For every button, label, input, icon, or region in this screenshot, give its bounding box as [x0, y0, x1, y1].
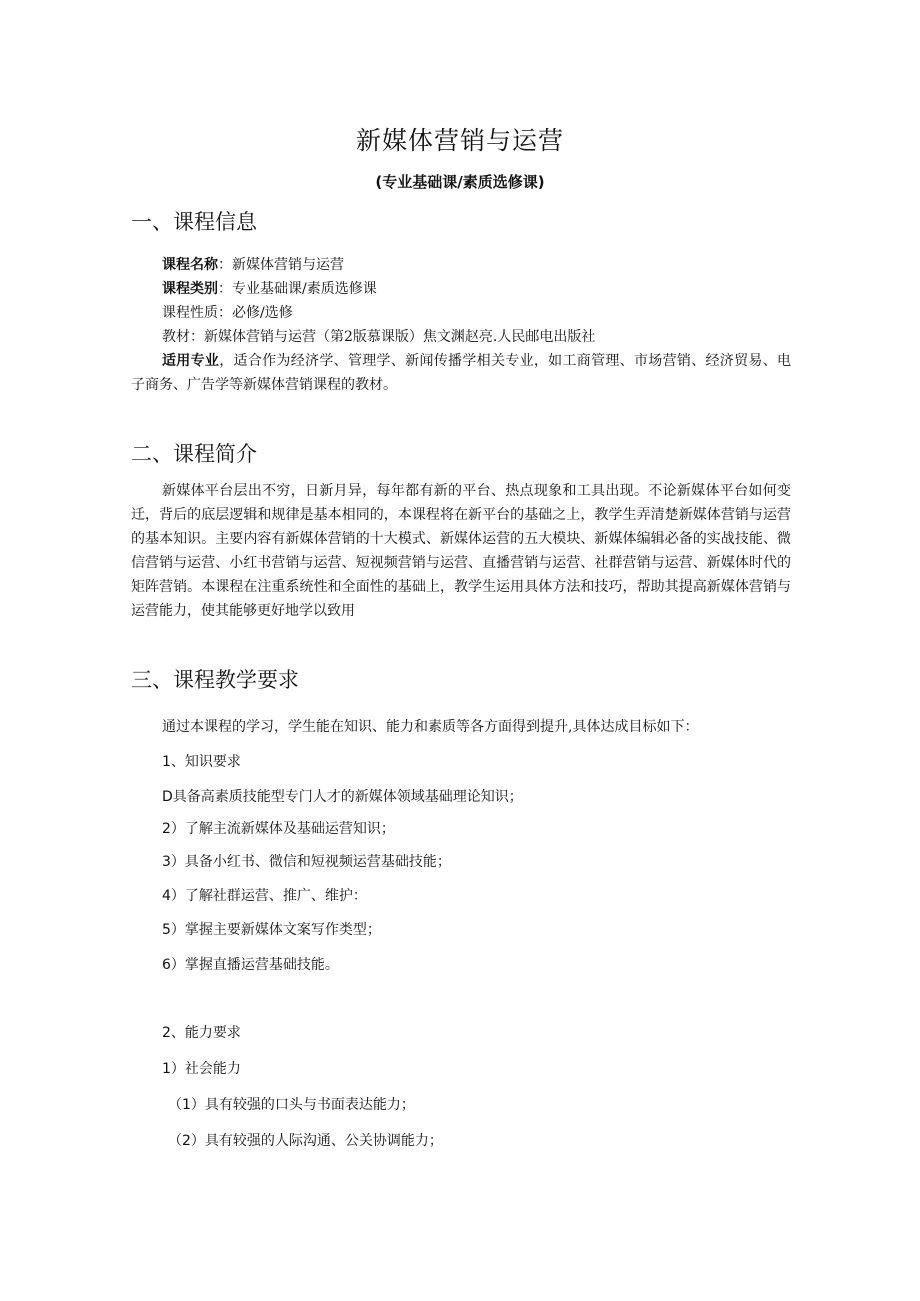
course-name-label: 课程名称 — [162, 257, 218, 273]
requirements-intro: 通过本课程的学习，学生能在知识、能力和素质等各方面得到提升,具体达成目标如下： — [162, 719, 699, 735]
document-title: 新媒体营销与运营 — [355, 126, 564, 155]
course-name-line — [162, 254, 344, 274]
course-nature-line: 课程性质：必修/选修 — [162, 305, 293, 321]
knowledge-item-6: 6）掌握直播运营基础技能。 — [162, 957, 339, 973]
course-intro-paragraph: 新媒体平台层出不穷，日新月异，每年都有新的平台、热点现象和工具出现。不论新媒体平台如何变迁，背后的底层逻辑和规律是基本相同的，本课程将在新平台的基础之上，教学生弄清楚新媒体营销与运营的基本知识。主要内容有新媒体营销的十大模式、新媒体运营的五大模块、新媒体编辑必备的实战技能、微信营销与运营、小红书营销与运营、短视频营销与运营、直播营销与运营、社群营销与运营、新媒体时代的矩阵营销。本课程在注重系统性和全面性的基础上，教学生运用具体方法和技巧，帮助其提高新媒体营销与运营能力，使其能够更好地学以致用 — [131, 483, 791, 619]
textbook-line: 教材：新媒体营销与运营（第2版慕课版）焦文渊赵亮.人民邮电出版社 — [162, 329, 596, 345]
ability-item-1: （1）具有较强的口头与书面表达能力； — [168, 1097, 415, 1113]
course-category-value: ：专业基础课/素质选修课 — [218, 281, 377, 297]
section-heading-course-info: 一、课程信息 — [131, 210, 257, 234]
knowledge-item-3: 3）具备小红书、微信和短视频运营基础技能； — [162, 854, 451, 870]
section-heading-teaching-requirements: 三、课程教学要求 — [131, 668, 299, 692]
ability-item-2: （2）具有较强的人际沟通、公关协调能力； — [168, 1133, 443, 1149]
social-ability-heading: 1）社会能力 — [162, 1061, 241, 1077]
course-category-label: 课程类别 — [162, 281, 218, 297]
knowledge-requirements-heading: 1、知识要求 — [162, 754, 241, 770]
knowledge-item-5: 5）掌握主要新媒体文案写作类型； — [162, 922, 381, 938]
knowledge-item-4: 4）了解社群运营、推广、维护： — [162, 888, 367, 904]
document-subtitle: (专业基础课/素质选修课) — [375, 173, 545, 191]
ability-requirements-heading: 2、能力要求 — [162, 1025, 241, 1041]
knowledge-item-1: D具备高素质技能型专门人才的新媒体领域基础理论知识； — [162, 789, 523, 805]
knowledge-item-2: 2）了解主流新媒体及基础运营知识； — [162, 821, 395, 837]
applicable-major-label: 适用专业 — [162, 353, 220, 369]
applicable-major-text: ，适合作为经济学、管理学、新闻传播学相关专业，如工商管理、市场营销、经济贸易、电子商务、广告学等新媒体营销课程的教材。 — [131, 353, 792, 393]
course-name-value: ：新媒体营销与运营 — [218, 257, 344, 273]
applicable-major-paragraph — [131, 349, 791, 397]
section-heading-course-intro: 二、课程简介 — [131, 442, 257, 466]
course-category-line — [162, 278, 377, 298]
